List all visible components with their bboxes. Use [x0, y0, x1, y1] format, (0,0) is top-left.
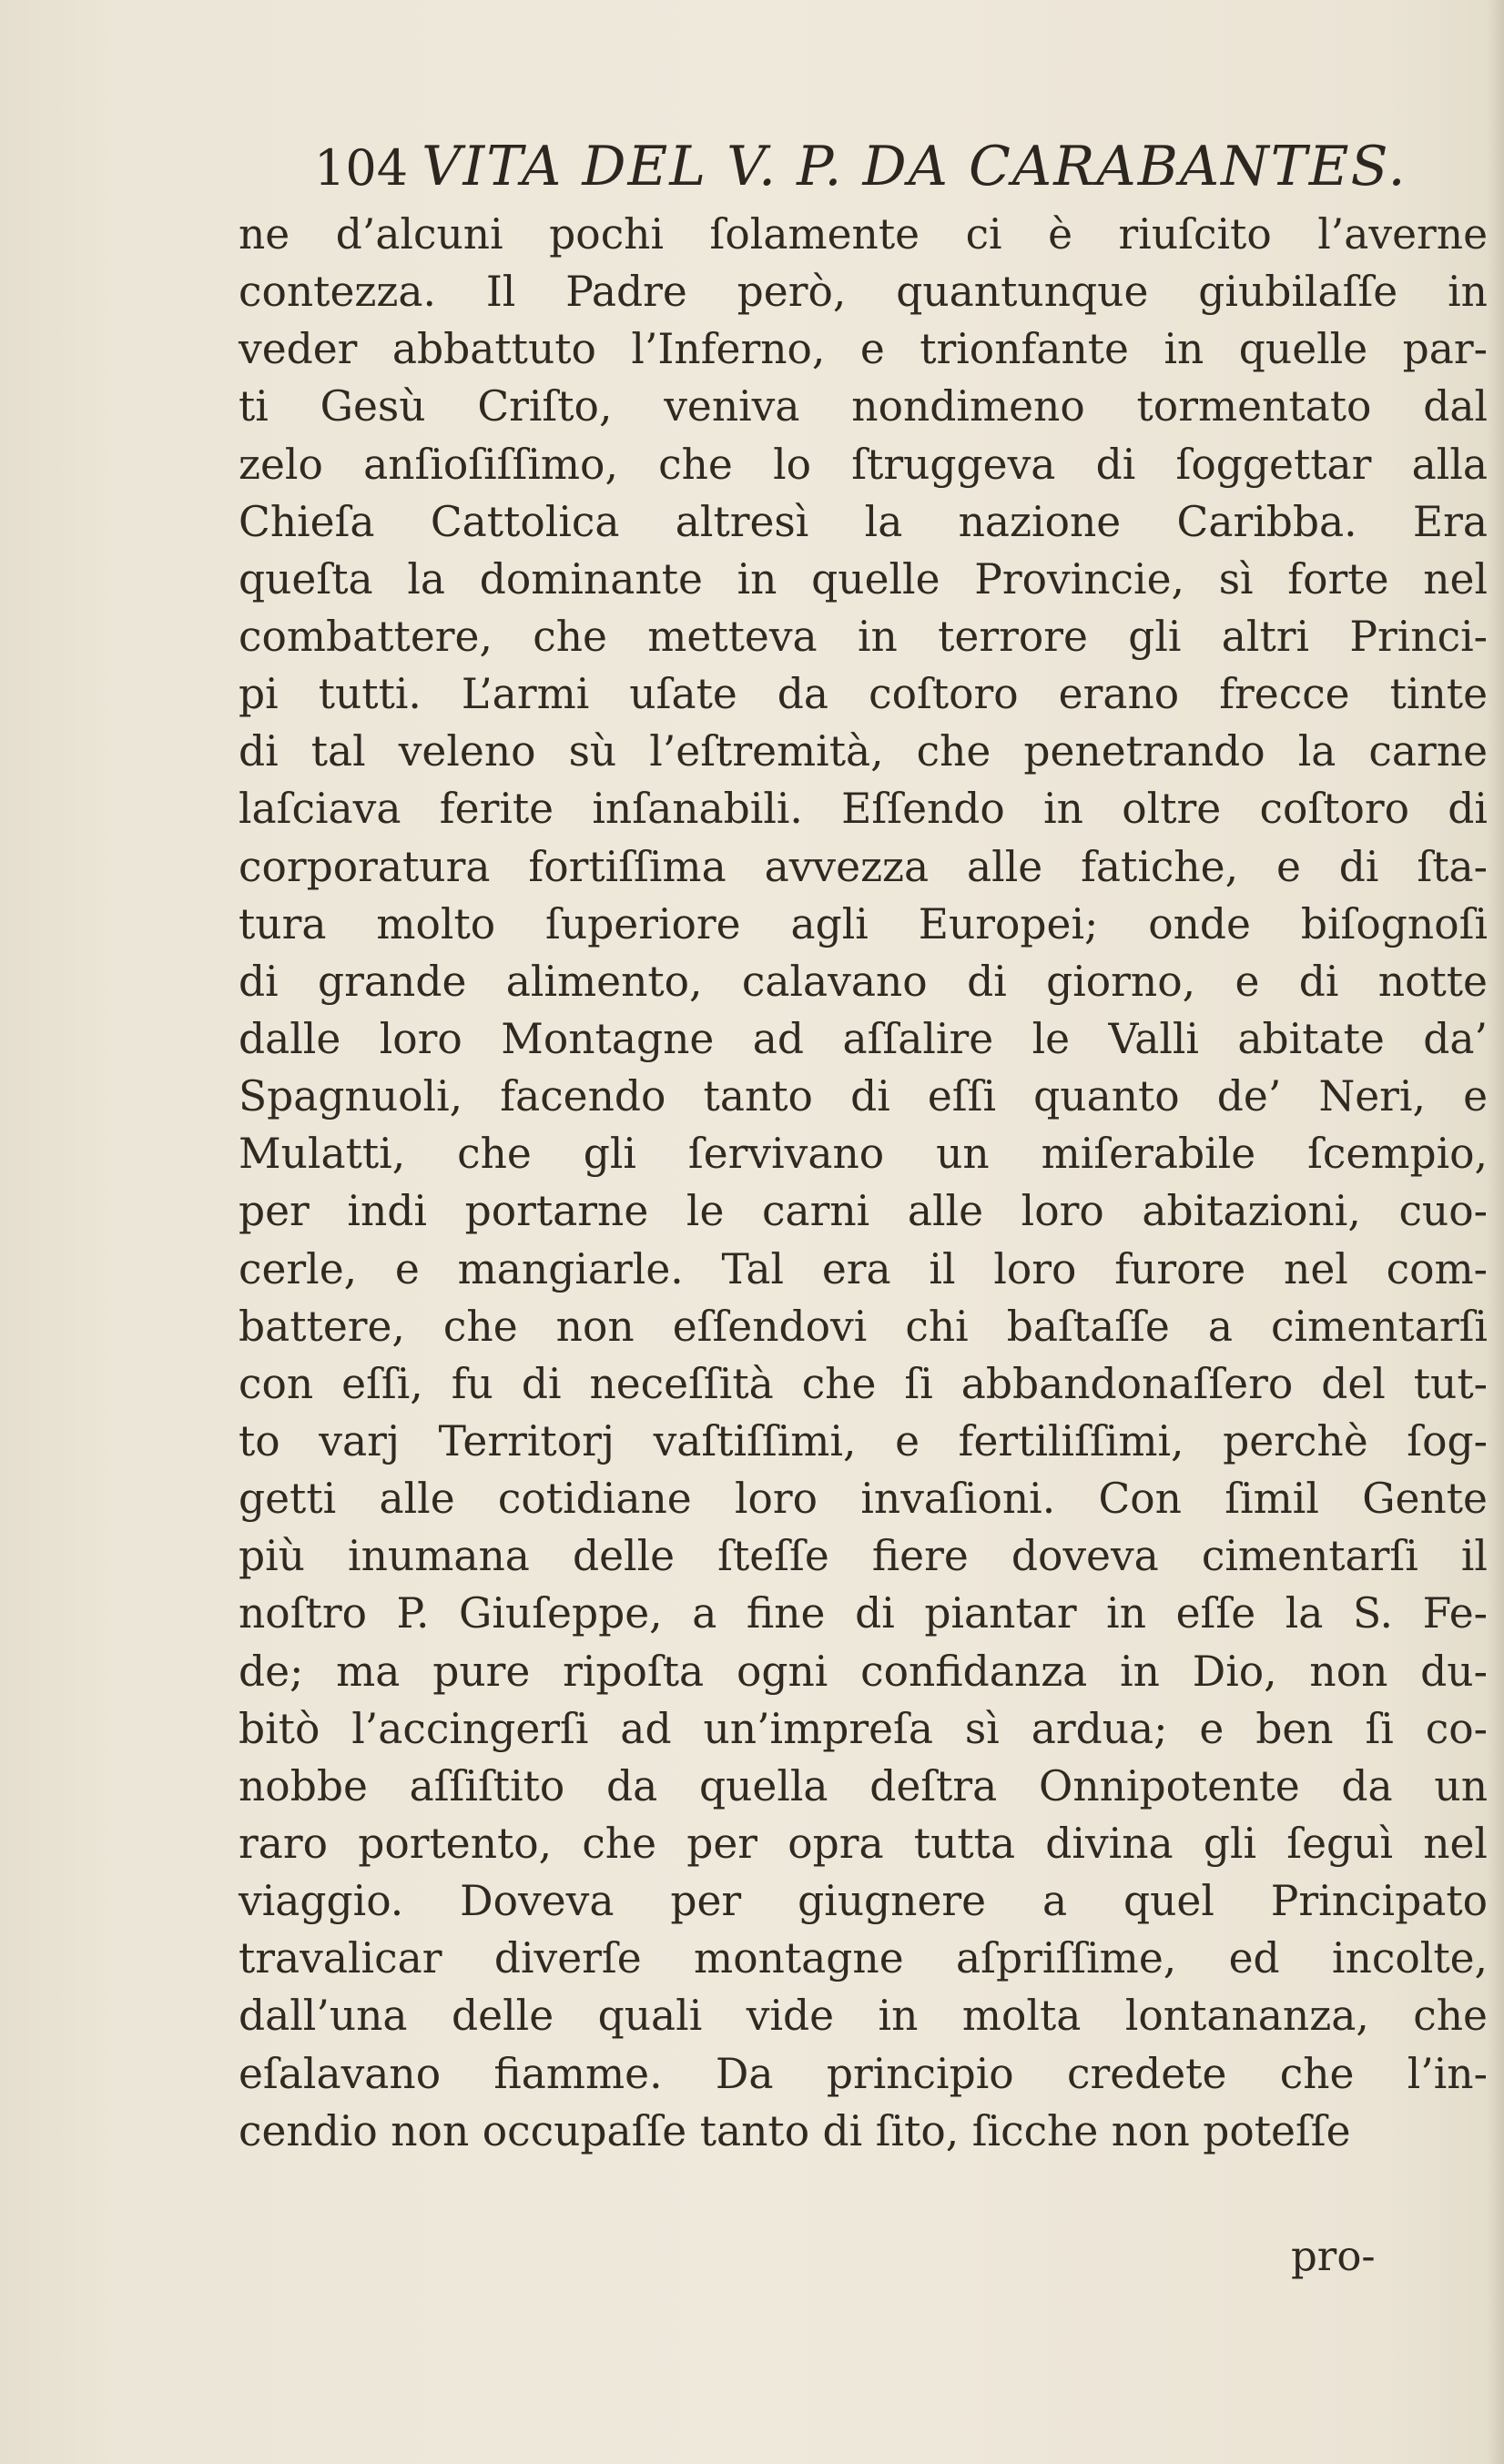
text-line: raro portento, che per opra tutta divina gli ſeguì nel: [239, 1819, 1488, 1868]
text-line: corporatura fortiſſima avvezza alle fatiche, e di ſta-: [239, 842, 1488, 891]
text-line: combattere, che metteva in terrore gli altri Princi-: [239, 612, 1488, 661]
text-line: veder abbattuto l’Inferno, e trionfante in quelle par-: [239, 325, 1488, 374]
text-line: nobbe aſſiſtito da quella deſtra Onnipotente da un: [239, 1761, 1488, 1810]
text-line: pi tutti. L’armi uſate da coſtoro erano frecce tinte: [239, 670, 1488, 719]
text-line: dall’una delle quali vide in molta lontananza, che: [239, 1992, 1488, 2041]
text-line: cendio non occupaſſe tanto di ſito, ſicche non poteſſe: [239, 2106, 1351, 2155]
text-line: più inumana delle ſteſſe fiere doveva cimentarſi il: [239, 1532, 1488, 1581]
text-line: noſtro P. Giuſeppe, a fine di piantar in eſſe la S. Fe-: [239, 1589, 1488, 1638]
text-line: di tal veleno sù l’eſtremità, che penetrando la carne: [239, 727, 1488, 776]
text-line: zelo anſioſiſſimo, che lo ſtruggeva di ſoggettar alla: [239, 440, 1488, 489]
text-line: to varj Territorj vaſtiſſimi, e fertiliſſimi, perchè ſog-: [239, 1416, 1488, 1465]
text-line: cerle, e mangiarle. Tal era il loro furore nel com-: [239, 1244, 1488, 1293]
text-line: dalle loro Montagne ad aſſalire le Valli abitate da’: [239, 1014, 1488, 1063]
page-edge-shadow: [1488, 0, 1504, 2464]
catchword: pro-: [1291, 2232, 1376, 2280]
page-number: 104: [314, 139, 409, 197]
text-line: con eſſi, fu di neceſſità che ſi abbandonaſſero del tut-: [239, 1359, 1488, 1408]
text-line: ne d’alcuni pochi ſolamente ci è riuſcito l’averne: [239, 210, 1488, 259]
text-line: tura molto ſuperiore agli Europei; onde biſognoſi: [239, 899, 1488, 948]
text-line: di grande alimento, calavano di giorno, e di notte: [239, 957, 1488, 1006]
text-line: laſciava ferite inſanabili. Eſſendo in oltre coſtoro di: [239, 785, 1488, 834]
text-line: Mulatti, che gli ſervivano un miſerabile ſcempio,: [239, 1130, 1488, 1179]
text-line: eſalavano fiamme. Da principio credete che l’in-: [239, 2049, 1488, 2098]
page-header: [314, 135, 1489, 198]
text-line: de; ma pure ripoſta ogni confidanza in Dio, non du-: [239, 1647, 1488, 1696]
text-line: per indi portarne le carni alle loro abitazioni, cuo-: [239, 1187, 1488, 1236]
text-line: Spagnuoli, facendo tanto di eſſi quanto de’ Neri, e: [239, 1072, 1488, 1121]
text-line: queſta la dominante in quelle Provincie, sì forte nel: [239, 554, 1488, 603]
text-line: Chieſa Cattolica altresì la nazione Caribba. Era: [239, 497, 1488, 546]
text-line: contezza. Il Padre però, quantunque giubilaſſe in: [239, 268, 1488, 317]
text-line: ti Gesù Criſto, veniva nondimeno tormentato dal: [239, 382, 1488, 431]
text-line: bitò l’accingerſi ad un’impreſa sì ardua; e ben ſi co-: [239, 1704, 1488, 1753]
text-line: getti alle cotidiane loro invaſioni. Con ſimil Gente: [239, 1475, 1488, 1524]
running-title: VITA DEL V. P. DA CARABANTES.: [422, 135, 1407, 198]
text-line: travalicar diverſe montagne aſpriſſime, ed incolte,: [239, 1934, 1488, 1983]
text-line: battere, che non eſſendovi chi baſtaſſe a cimentarſi: [239, 1302, 1488, 1351]
body-text: [239, 206, 1488, 2160]
text-line: viaggio. Doveva per giugnere a quel Principato: [239, 1877, 1488, 1926]
